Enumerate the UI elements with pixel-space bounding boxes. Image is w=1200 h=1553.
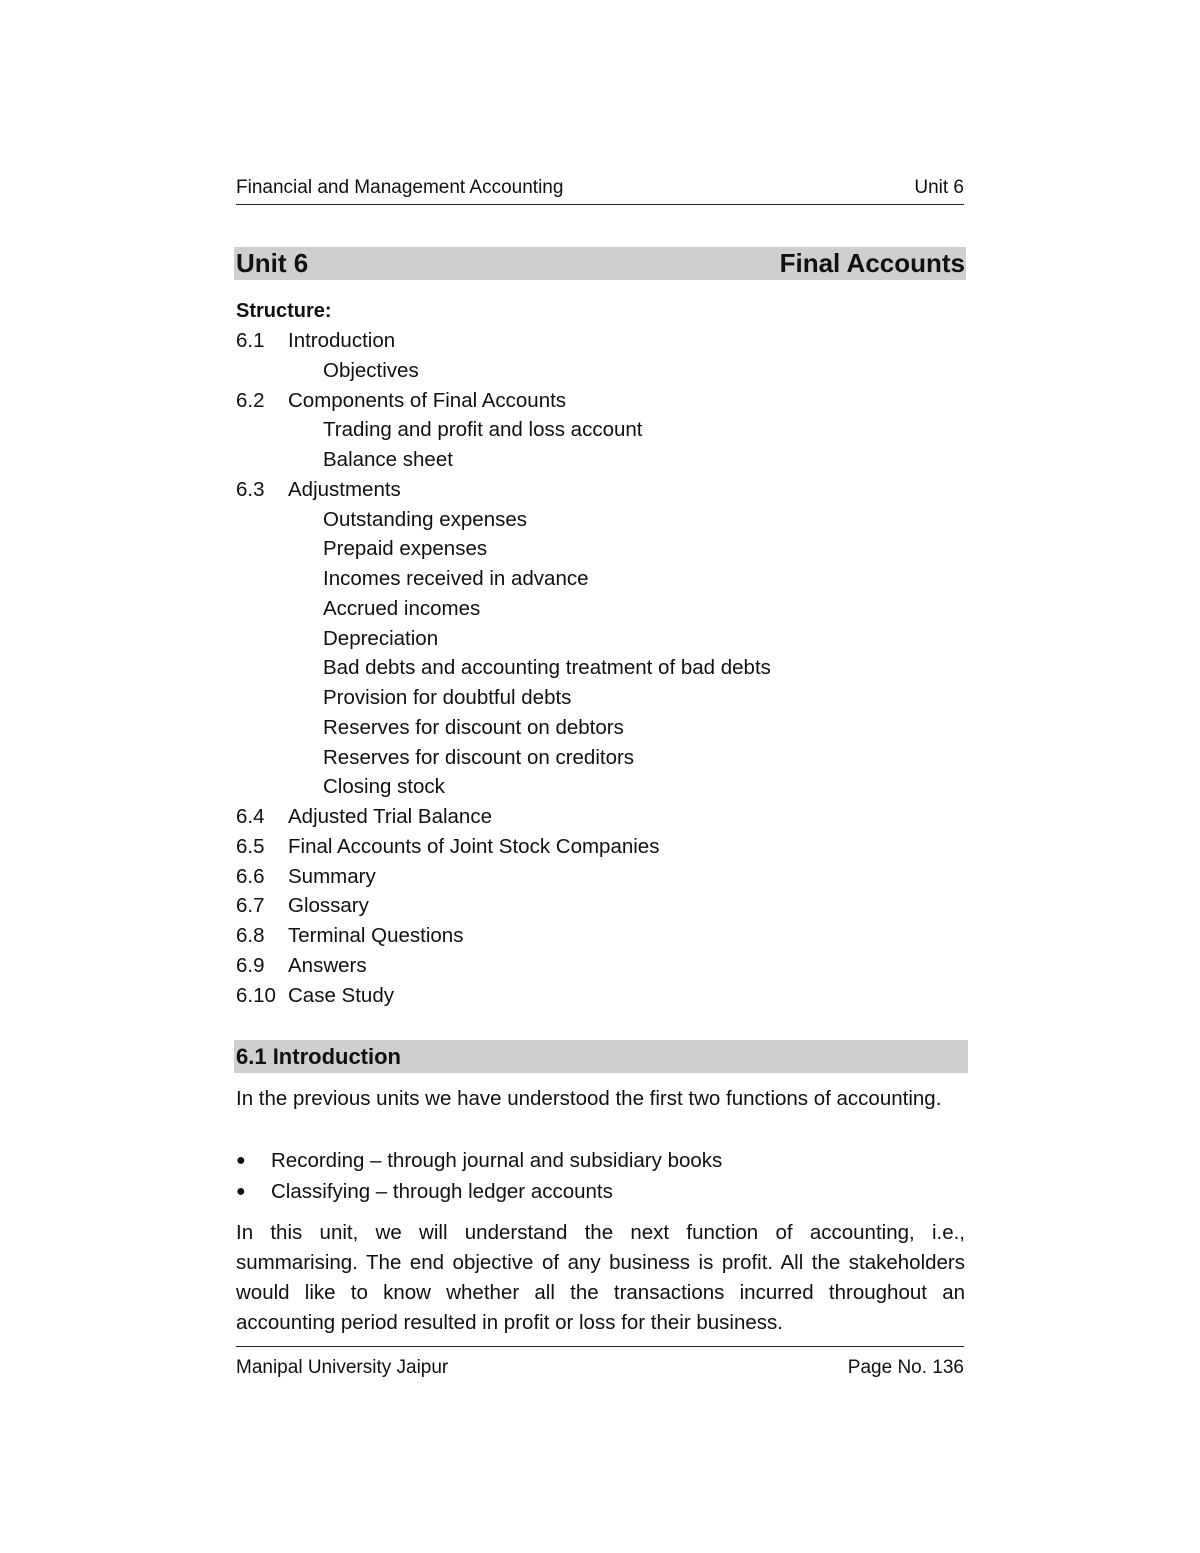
toc-entry-number: 6.4: [236, 805, 265, 828]
toc-entry-title: Balance sheet: [323, 448, 453, 471]
toc-entry-title: Incomes received in advance: [323, 567, 589, 590]
toc-entry: [236, 921, 976, 951]
unit-label: Unit 6: [914, 177, 964, 198]
table-of-contents: [236, 326, 976, 1010]
toc-entry-title: Prepaid expenses: [323, 537, 488, 561]
toc-entry-number: 6.3: [236, 477, 265, 501]
toc-entry-title: Introduction: [288, 329, 396, 352]
toc-entry: [236, 802, 976, 832]
toc-entry: [236, 564, 976, 594]
toc-entry-number: 6.7: [236, 894, 265, 918]
toc-entry: [236, 862, 976, 892]
toc-entry: [236, 624, 976, 654]
toc-entry: [236, 594, 976, 624]
intro-paragraph: In the previous units we have understood the first two functions of accounting.: [236, 1087, 942, 1110]
toc-entry-title: Reserves for discount on creditors: [323, 745, 635, 769]
toc-entry: [236, 653, 976, 683]
toc-entry-title: Objectives: [323, 358, 419, 382]
course-title: Financial and Management Accounting: [236, 177, 564, 198]
toc-entry-title: Summary: [288, 864, 376, 888]
toc-entry: [236, 445, 976, 475]
page-footer: [236, 1346, 964, 1383]
university-name: Manipal University Jaipur: [236, 1357, 449, 1378]
toc-entry-number: 6.10: [236, 983, 276, 1007]
toc-entry-title: Provision for doubtful debts: [323, 686, 572, 709]
toc-entry-title: Accrued incomes: [323, 596, 481, 620]
toc-entry: [236, 772, 976, 802]
toc-entry-number: 6.6: [236, 864, 265, 888]
toc-entry: [236, 981, 976, 1011]
toc-entry-number: 6.1: [236, 329, 265, 352]
toc-entry-title: Components of Final Accounts: [288, 388, 567, 412]
bullet-icon: ●: [236, 1183, 246, 1200]
toc-entry-title: Case Study: [288, 983, 394, 1007]
unit-title-band: [234, 247, 966, 280]
toc-entry-title: Answers: [288, 953, 367, 977]
toc-entry-title: Closing stock: [323, 775, 445, 799]
body-paragraph: In this unit, we will understand the next function of accounting, i.e., summarising. The end objective of any business is profit. All the stakeholders would like to know whether all the transactions incurred throughout an accounting period resulted in profit or loss for their business.: [236, 1221, 965, 1334]
toc-entry-title: Trading and profit and loss account: [323, 418, 643, 442]
bullet-text: Recording – through journal and subsidiary books: [271, 1149, 723, 1172]
toc-entry-title: Adjustments: [288, 477, 401, 501]
toc-entry-title: Reserves for discount on debtors: [323, 715, 624, 739]
toc-entry: [236, 356, 976, 386]
toc-entry: [236, 415, 976, 445]
unit-number: Unit 6: [236, 248, 309, 278]
toc-entry-title: Final Accounts of Joint Stock Companies: [288, 834, 660, 858]
list-item: [236, 1145, 965, 1176]
structure-label: Structure:: [236, 300, 332, 322]
toc-entry: [236, 505, 976, 535]
toc-entry-title: Outstanding expenses: [323, 507, 527, 531]
unit-title: Final Accounts: [779, 248, 965, 278]
bullet-text: Classifying – through ledger accounts: [271, 1180, 613, 1203]
toc-entry-title: Glossary: [288, 894, 369, 918]
toc-entry: [236, 475, 976, 505]
list-item: [236, 1176, 965, 1207]
toc-entry-number: 6.9: [236, 953, 265, 977]
toc-entry: [236, 683, 976, 713]
toc-entry: [236, 891, 976, 921]
page-number: Page No. 136: [847, 1357, 964, 1378]
toc-entry-number: 6.5: [236, 834, 265, 858]
toc-entry: [236, 951, 976, 981]
toc-entry-title: Terminal Questions: [288, 924, 464, 947]
toc-entry-title: Adjusted Trial Balance: [288, 805, 492, 828]
toc-entry-number: 6.8: [236, 924, 265, 947]
toc-entry-title: Bad debts and accounting treatment of bad debts: [323, 656, 771, 680]
bullet-list: [236, 1145, 965, 1207]
toc-entry-title: Depreciation: [323, 626, 439, 650]
toc-entry: [236, 832, 976, 862]
toc-entry: [236, 743, 976, 773]
section-heading-band: [234, 1040, 968, 1073]
toc-entry: [236, 534, 976, 564]
toc-entry: [236, 386, 976, 416]
toc-entry-number: 6.2: [236, 388, 265, 412]
toc-entry: [236, 713, 976, 743]
toc-entry: [236, 326, 976, 356]
running-header: [236, 176, 964, 205]
section-heading: 6.1 Introduction: [236, 1044, 401, 1069]
bullet-icon: ●: [236, 1152, 246, 1169]
